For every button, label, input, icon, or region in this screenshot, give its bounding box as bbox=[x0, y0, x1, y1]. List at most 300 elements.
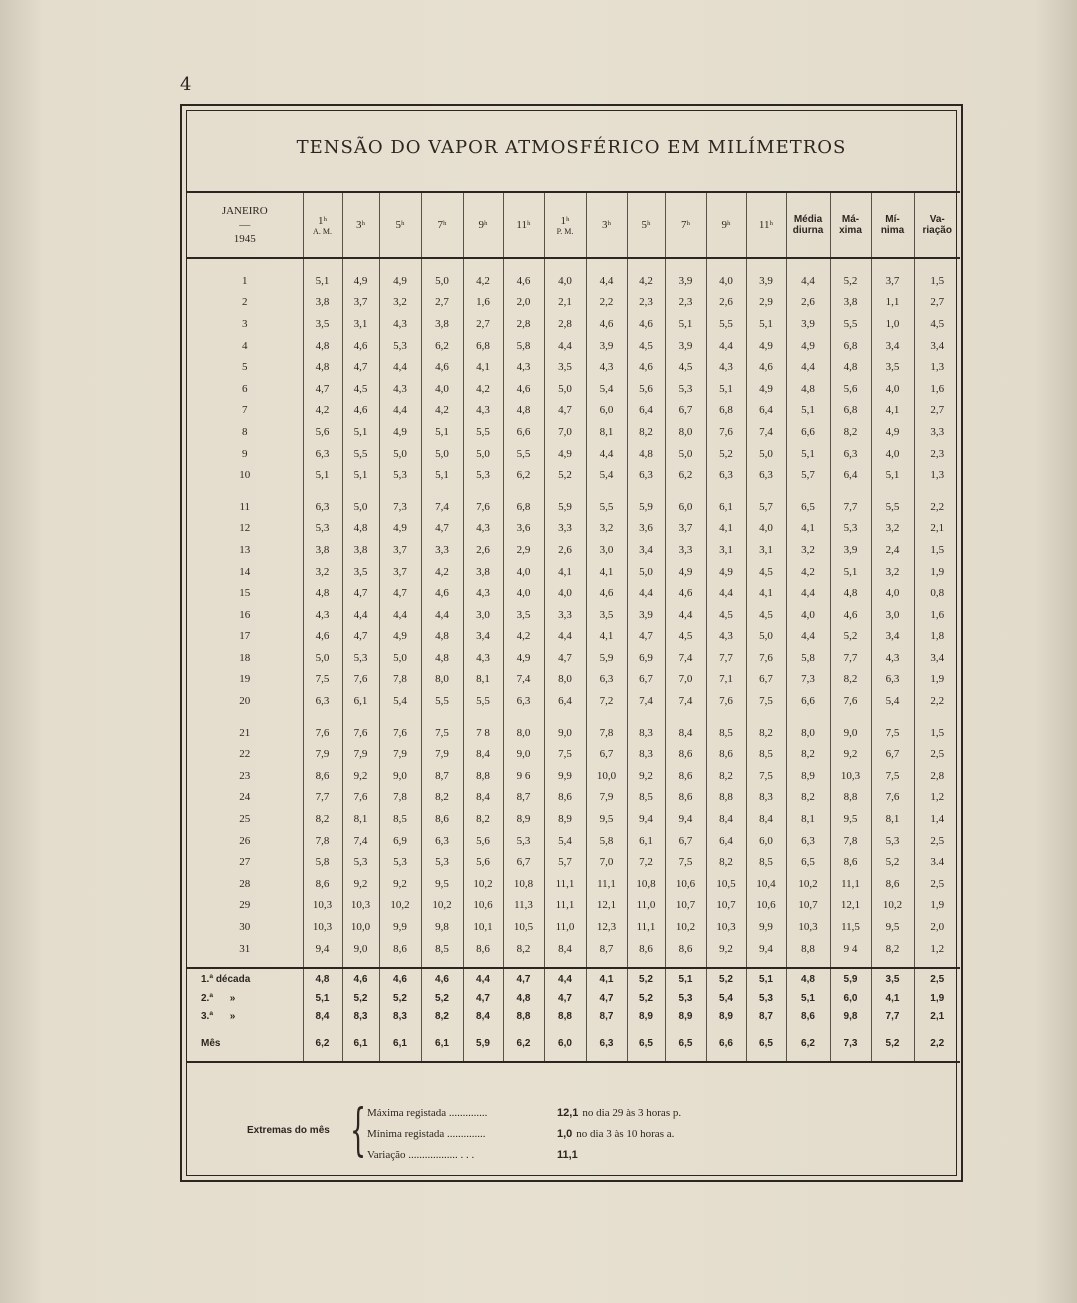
value-cell: 8,5 bbox=[706, 722, 746, 744]
value-cell: 4,9 bbox=[379, 626, 421, 648]
day-cell: 18 bbox=[239, 651, 251, 664]
spacer-cell bbox=[786, 959, 830, 968]
spacer-cell bbox=[463, 959, 503, 968]
value-cell: 3,6 bbox=[503, 518, 544, 540]
summary-value-cell: 4,1 bbox=[586, 968, 627, 989]
value-cell: 1,0 bbox=[871, 313, 914, 335]
value-cell: 3,9 bbox=[746, 270, 786, 292]
value-cell: 2,8 bbox=[544, 313, 586, 335]
header-hour-3 bbox=[421, 192, 463, 258]
value-cell: 1,2 bbox=[914, 938, 960, 960]
value-cell: 7,6 bbox=[303, 722, 342, 744]
summary-row bbox=[187, 989, 960, 1007]
value-cell: 1,3 bbox=[914, 356, 960, 378]
header-month: JANEIRO bbox=[221, 205, 268, 217]
value-cell: 6,3 bbox=[830, 443, 871, 465]
value-cell: 9,0 bbox=[503, 743, 544, 765]
value-cell: 4,5 bbox=[627, 335, 665, 357]
value-cell: 4,7 bbox=[342, 626, 379, 648]
value-cell: 4,8 bbox=[786, 378, 830, 400]
value-cell: 3.4 bbox=[914, 851, 960, 873]
value-cell: 11,1 bbox=[830, 873, 871, 895]
value-cell: 7,6 bbox=[463, 496, 503, 518]
value-cell: 8,2 bbox=[871, 938, 914, 960]
table-row bbox=[187, 787, 960, 809]
header-stat-label: nima bbox=[880, 225, 905, 236]
header-hour-11 bbox=[746, 192, 786, 258]
value-cell: 8,2 bbox=[786, 743, 830, 765]
spacer-cell bbox=[871, 712, 914, 722]
value-cell: 3,5 bbox=[586, 604, 627, 626]
spacer-cell bbox=[303, 959, 342, 968]
extreme-line bbox=[367, 1149, 582, 1161]
value-cell: 5,1 bbox=[303, 464, 342, 486]
value-cell: 5,3 bbox=[303, 518, 342, 540]
value-cell: 6,3 bbox=[303, 443, 342, 465]
value-cell: 6,4 bbox=[544, 690, 586, 712]
value-cell: 6,0 bbox=[665, 496, 706, 518]
value-cell: 6,3 bbox=[586, 669, 627, 691]
value-cell: 4,6 bbox=[627, 356, 665, 378]
value-cell: 4,2 bbox=[627, 270, 665, 292]
value-cell: 4,0 bbox=[544, 582, 586, 604]
header-stat-label: Média bbox=[793, 214, 823, 225]
value-cell: 3,2 bbox=[379, 292, 421, 314]
table-row bbox=[187, 292, 960, 314]
table-row bbox=[187, 851, 960, 873]
value-cell: 3,5 bbox=[303, 313, 342, 335]
table-row bbox=[187, 378, 960, 400]
value-cell: 4,5 bbox=[746, 561, 786, 583]
value-cell: 7,4 bbox=[665, 647, 706, 669]
value-cell: 6,7 bbox=[586, 743, 627, 765]
spacer-cell bbox=[830, 712, 871, 722]
spacer-cell bbox=[421, 959, 463, 968]
value-cell: 11,1 bbox=[586, 873, 627, 895]
value-cell: 6,1 bbox=[342, 690, 379, 712]
value-cell: 8,2 bbox=[303, 808, 342, 830]
day-cell: 9 bbox=[242, 447, 248, 460]
spacer-cell bbox=[586, 258, 627, 270]
header-hour-label: 5ʰ bbox=[395, 219, 405, 231]
value-cell: 3,3 bbox=[544, 604, 586, 626]
value-cell: 8,0 bbox=[544, 669, 586, 691]
value-cell: 10,7 bbox=[665, 895, 706, 917]
value-cell: 3,1 bbox=[706, 539, 746, 561]
summary-value-cell: 4,8 bbox=[303, 968, 342, 989]
value-cell: 2,3 bbox=[627, 292, 665, 314]
spacer-cell bbox=[421, 258, 463, 270]
value-cell: 8,6 bbox=[544, 787, 586, 809]
summary-value-cell: 5,3 bbox=[665, 989, 706, 1007]
value-cell: 4,9 bbox=[342, 270, 379, 292]
value-cell: 10,5 bbox=[706, 873, 746, 895]
value-cell: 4,2 bbox=[421, 400, 463, 422]
spacer-cell bbox=[706, 486, 746, 496]
value-cell: 8,4 bbox=[706, 808, 746, 830]
value-cell: 2,2 bbox=[914, 690, 960, 712]
summary-value-cell: 6,6 bbox=[706, 1025, 746, 1062]
value-cell: 5,2 bbox=[830, 270, 871, 292]
summary-value-cell: 6,0 bbox=[830, 989, 871, 1007]
value-cell: 3,9 bbox=[627, 604, 665, 626]
value-cell: 5,5 bbox=[503, 443, 544, 465]
header-month-year bbox=[187, 192, 303, 258]
summary-value-cell: 5,2 bbox=[627, 989, 665, 1007]
summary-row bbox=[187, 1007, 960, 1025]
value-cell: 7,2 bbox=[586, 690, 627, 712]
value-cell: 5,5 bbox=[586, 496, 627, 518]
value-cell: 1,6 bbox=[463, 292, 503, 314]
value-cell: 3,9 bbox=[786, 313, 830, 335]
spacer-cell bbox=[665, 486, 706, 496]
value-cell: 8,6 bbox=[627, 938, 665, 960]
value-cell: 8,6 bbox=[421, 808, 463, 830]
value-cell: 4,4 bbox=[544, 335, 586, 357]
table-row bbox=[187, 356, 960, 378]
value-cell: 7,9 bbox=[421, 743, 463, 765]
value-cell: 7,5 bbox=[746, 690, 786, 712]
value-cell: 10,6 bbox=[746, 895, 786, 917]
value-cell: 7,5 bbox=[665, 851, 706, 873]
value-cell: 5,2 bbox=[871, 851, 914, 873]
spacer-cell bbox=[544, 258, 586, 270]
value-cell: 5,5 bbox=[830, 313, 871, 335]
table-row bbox=[187, 561, 960, 583]
value-cell: 6,8 bbox=[706, 400, 746, 422]
extreme-line-label: Máxima registada .............. bbox=[367, 1107, 488, 1119]
value-cell: 4,5 bbox=[665, 356, 706, 378]
value-cell: 11,0 bbox=[544, 916, 586, 938]
value-cell: 8,8 bbox=[786, 938, 830, 960]
value-cell: 4,7 bbox=[342, 582, 379, 604]
spacer-cell bbox=[786, 258, 830, 270]
day-cell: 24 bbox=[239, 791, 251, 804]
table-row bbox=[187, 443, 960, 465]
value-cell: 8,2 bbox=[746, 722, 786, 744]
header-hour-label: 3ʰ bbox=[355, 219, 366, 231]
spacer-cell bbox=[830, 959, 871, 968]
value-cell: 4,8 bbox=[830, 356, 871, 378]
value-cell: 4,3 bbox=[303, 604, 342, 626]
spacer-cell bbox=[830, 486, 871, 496]
value-cell: 5,8 bbox=[503, 335, 544, 357]
spacer-row bbox=[187, 258, 960, 270]
value-cell: 5,3 bbox=[463, 464, 503, 486]
value-cell: 2,3 bbox=[665, 292, 706, 314]
value-cell: 4,4 bbox=[665, 604, 706, 626]
value-cell: 5,8 bbox=[303, 851, 342, 873]
value-cell: 10,0 bbox=[342, 916, 379, 938]
value-cell: 4,8 bbox=[303, 335, 342, 357]
value-cell: 4,4 bbox=[786, 626, 830, 648]
header-hour-label: 7ʰ bbox=[680, 219, 691, 231]
value-cell: 4,6 bbox=[421, 356, 463, 378]
value-cell: 8,6 bbox=[463, 938, 503, 960]
day-cell: 4 bbox=[242, 339, 248, 352]
value-cell: 8,2 bbox=[830, 669, 871, 691]
value-cell: 5,0 bbox=[627, 561, 665, 583]
day-cell: 3 bbox=[242, 317, 248, 330]
summary-value-cell: 8,7 bbox=[746, 1007, 786, 1025]
value-cell: 10,6 bbox=[665, 873, 706, 895]
value-cell: 3,4 bbox=[871, 626, 914, 648]
value-cell: 5,0 bbox=[665, 443, 706, 465]
summary-value-cell: 5,1 bbox=[786, 989, 830, 1007]
value-cell: 7,5 bbox=[544, 743, 586, 765]
value-cell: 5,5 bbox=[342, 443, 379, 465]
summary-value-cell: 7,3 bbox=[830, 1025, 871, 1062]
value-cell: 3,3 bbox=[914, 421, 960, 443]
value-cell: 5,5 bbox=[421, 690, 463, 712]
summary-value-cell: 2,1 bbox=[914, 1007, 960, 1025]
value-cell: 4,3 bbox=[463, 647, 503, 669]
value-cell: 5,1 bbox=[871, 464, 914, 486]
value-cell: 4,2 bbox=[463, 270, 503, 292]
value-cell: 4,4 bbox=[586, 270, 627, 292]
header-stat-1 bbox=[830, 192, 871, 258]
value-cell: 4,9 bbox=[786, 335, 830, 357]
value-cell: 4,0 bbox=[871, 582, 914, 604]
value-cell: 6,1 bbox=[706, 496, 746, 518]
day-cell: 8 bbox=[242, 425, 248, 438]
spacer-cell bbox=[706, 712, 746, 722]
value-cell: 9,9 bbox=[746, 916, 786, 938]
summary-value-cell: 8,8 bbox=[544, 1007, 586, 1025]
value-cell: 4,3 bbox=[379, 378, 421, 400]
value-cell: 7,6 bbox=[379, 722, 421, 744]
value-cell: 4,0 bbox=[871, 378, 914, 400]
value-cell: 6,9 bbox=[627, 647, 665, 669]
table-row bbox=[187, 873, 960, 895]
value-cell: 7,4 bbox=[503, 669, 544, 691]
spacer-cell bbox=[503, 258, 544, 270]
spacer-cell bbox=[187, 959, 303, 968]
summary-value-cell: 4,6 bbox=[379, 968, 421, 989]
summary-value-cell: 5,4 bbox=[706, 989, 746, 1007]
table-frame bbox=[180, 104, 963, 1182]
extreme-line bbox=[367, 1128, 674, 1140]
value-cell: 1,2 bbox=[914, 787, 960, 809]
summary-value-cell: 5,1 bbox=[665, 968, 706, 989]
value-cell: 4,9 bbox=[379, 518, 421, 540]
value-cell: 4,4 bbox=[786, 582, 830, 604]
spacer-cell bbox=[342, 258, 379, 270]
table-frame-inner bbox=[186, 110, 957, 1176]
header-hour-1 bbox=[342, 192, 379, 258]
value-cell: 5,9 bbox=[544, 496, 586, 518]
table-row bbox=[187, 808, 960, 830]
value-cell: 4,8 bbox=[342, 518, 379, 540]
value-cell: 10,3 bbox=[303, 916, 342, 938]
value-cell: 8,8 bbox=[706, 787, 746, 809]
value-cell: 1,9 bbox=[914, 669, 960, 691]
value-cell: 4,4 bbox=[379, 400, 421, 422]
extremes-label: Extremas do mês bbox=[247, 1125, 330, 1136]
summary-value-cell: 8,2 bbox=[421, 1007, 463, 1025]
value-cell: 8,6 bbox=[303, 765, 342, 787]
value-cell: 4,8 bbox=[830, 582, 871, 604]
table-row bbox=[187, 464, 960, 486]
value-cell: 6,9 bbox=[379, 830, 421, 852]
value-cell: 2,5 bbox=[914, 873, 960, 895]
value-cell: 5,3 bbox=[379, 335, 421, 357]
value-cell: 5,4 bbox=[871, 690, 914, 712]
value-cell: 4,5 bbox=[914, 313, 960, 335]
value-cell: 4,5 bbox=[746, 604, 786, 626]
value-cell: 7,6 bbox=[706, 421, 746, 443]
value-cell: 2,2 bbox=[586, 292, 627, 314]
value-cell: 4,8 bbox=[421, 626, 463, 648]
value-cell: 4,1 bbox=[706, 518, 746, 540]
spacer-cell bbox=[746, 959, 786, 968]
header-hour-label: 3ʰ bbox=[601, 219, 612, 231]
value-cell: 3,8 bbox=[830, 292, 871, 314]
value-cell: 7,8 bbox=[379, 787, 421, 809]
value-cell: 10,6 bbox=[463, 895, 503, 917]
value-cell: 5,9 bbox=[586, 647, 627, 669]
spacer-cell bbox=[665, 258, 706, 270]
value-cell: 5,0 bbox=[421, 443, 463, 465]
spacer-cell bbox=[379, 959, 421, 968]
value-cell: 9,2 bbox=[342, 765, 379, 787]
value-cell: 4,6 bbox=[586, 582, 627, 604]
spacer-cell bbox=[503, 959, 544, 968]
value-cell: 3,2 bbox=[871, 561, 914, 583]
summary-value-cell: 4,6 bbox=[421, 968, 463, 989]
value-cell: 4,0 bbox=[871, 443, 914, 465]
summary-value-cell: 7,7 bbox=[871, 1007, 914, 1025]
value-cell: 10,8 bbox=[627, 873, 665, 895]
value-cell: 9,5 bbox=[421, 873, 463, 895]
value-cell: 8,1 bbox=[463, 669, 503, 691]
summary-value-cell: 5,9 bbox=[830, 968, 871, 989]
spacer-cell bbox=[665, 712, 706, 722]
value-cell: 9,2 bbox=[706, 938, 746, 960]
value-cell: 5,1 bbox=[342, 464, 379, 486]
value-cell: 3,4 bbox=[627, 539, 665, 561]
value-cell: 6,4 bbox=[706, 830, 746, 852]
spacer-cell bbox=[303, 712, 342, 722]
value-cell: 2,8 bbox=[503, 313, 544, 335]
value-cell: 5,1 bbox=[786, 443, 830, 465]
value-cell: 4,4 bbox=[544, 626, 586, 648]
value-cell: 2,2 bbox=[914, 496, 960, 518]
summary-value-cell: 8,3 bbox=[342, 1007, 379, 1025]
spacer-cell bbox=[503, 712, 544, 722]
value-cell: 3,9 bbox=[830, 539, 871, 561]
value-cell: 3,6 bbox=[627, 518, 665, 540]
value-cell: 3,9 bbox=[665, 270, 706, 292]
value-cell: 4,8 bbox=[627, 443, 665, 465]
value-cell: 4,6 bbox=[627, 313, 665, 335]
value-cell: 7,7 bbox=[706, 647, 746, 669]
value-cell: 9,5 bbox=[871, 916, 914, 938]
day-cell: 6 bbox=[242, 382, 248, 395]
value-cell: 5,1 bbox=[746, 313, 786, 335]
value-cell: 6,3 bbox=[746, 464, 786, 486]
spacer-cell bbox=[871, 959, 914, 968]
table-row bbox=[187, 421, 960, 443]
table-header-row bbox=[187, 192, 960, 258]
value-cell: 8,2 bbox=[706, 765, 746, 787]
value-cell: 5,2 bbox=[706, 443, 746, 465]
value-cell: 4,2 bbox=[303, 400, 342, 422]
value-cell: 7,9 bbox=[303, 743, 342, 765]
value-cell: 10,3 bbox=[830, 765, 871, 787]
value-cell: 5,4 bbox=[544, 830, 586, 852]
value-cell: 10,4 bbox=[746, 873, 786, 895]
value-cell: 7,6 bbox=[746, 647, 786, 669]
value-cell: 3,7 bbox=[665, 518, 706, 540]
value-cell: 1,4 bbox=[914, 808, 960, 830]
value-cell: 5,9 bbox=[627, 496, 665, 518]
value-cell: 7 8 bbox=[463, 722, 503, 744]
spacer-cell bbox=[187, 486, 303, 496]
value-cell: 8,9 bbox=[544, 808, 586, 830]
summary-value-cell: 8,9 bbox=[665, 1007, 706, 1025]
value-cell: 10,7 bbox=[706, 895, 746, 917]
value-cell: 8,7 bbox=[503, 787, 544, 809]
summary-value-cell: 6,1 bbox=[421, 1025, 463, 1062]
value-cell: 3,8 bbox=[303, 539, 342, 561]
value-cell: 5,0 bbox=[379, 647, 421, 669]
value-cell: 7,5 bbox=[421, 722, 463, 744]
extreme-line-value: 11,1 bbox=[557, 1149, 578, 1161]
day-cell: 2 bbox=[242, 296, 248, 309]
value-cell: 3,1 bbox=[746, 539, 786, 561]
spacer-row bbox=[187, 486, 960, 496]
table-row bbox=[187, 518, 960, 540]
value-cell: 4,3 bbox=[706, 356, 746, 378]
value-cell: 8,7 bbox=[421, 765, 463, 787]
value-cell: 8,3 bbox=[627, 743, 665, 765]
day-cell: 25 bbox=[239, 813, 251, 826]
value-cell: 4,6 bbox=[503, 378, 544, 400]
value-cell: 3,2 bbox=[786, 539, 830, 561]
spacer-row bbox=[187, 712, 960, 722]
value-cell: 3,3 bbox=[544, 518, 586, 540]
summary-value-cell: 8,4 bbox=[303, 1007, 342, 1025]
summary-value-cell: 6,1 bbox=[379, 1025, 421, 1062]
summary-value-cell: 4,1 bbox=[871, 989, 914, 1007]
value-cell: 5,3 bbox=[665, 378, 706, 400]
value-cell: 7,4 bbox=[421, 496, 463, 518]
summary-value-cell: 8,7 bbox=[586, 1007, 627, 1025]
value-cell: 8,5 bbox=[746, 851, 786, 873]
day-cell: 28 bbox=[239, 877, 251, 890]
value-cell: 5,6 bbox=[463, 830, 503, 852]
value-cell: 2,6 bbox=[786, 292, 830, 314]
value-cell: 1,5 bbox=[914, 722, 960, 744]
value-cell: 6,7 bbox=[746, 669, 786, 691]
value-cell: 4,6 bbox=[303, 626, 342, 648]
table-row bbox=[187, 270, 960, 292]
value-cell: 8,2 bbox=[786, 787, 830, 809]
value-cell: 11,5 bbox=[830, 916, 871, 938]
header-stat-label: Mí- bbox=[885, 214, 900, 225]
spacer-cell bbox=[871, 258, 914, 270]
value-cell: 5,0 bbox=[746, 626, 786, 648]
table-row bbox=[187, 313, 960, 335]
value-cell: 7,4 bbox=[746, 421, 786, 443]
extreme-line bbox=[367, 1107, 681, 1119]
value-cell: 4,8 bbox=[503, 400, 544, 422]
value-cell: 8,4 bbox=[463, 787, 503, 809]
value-cell: 2,6 bbox=[544, 539, 586, 561]
extreme-line-label: Mínima registada .............. bbox=[367, 1128, 486, 1140]
value-cell: 9 4 bbox=[830, 938, 871, 960]
